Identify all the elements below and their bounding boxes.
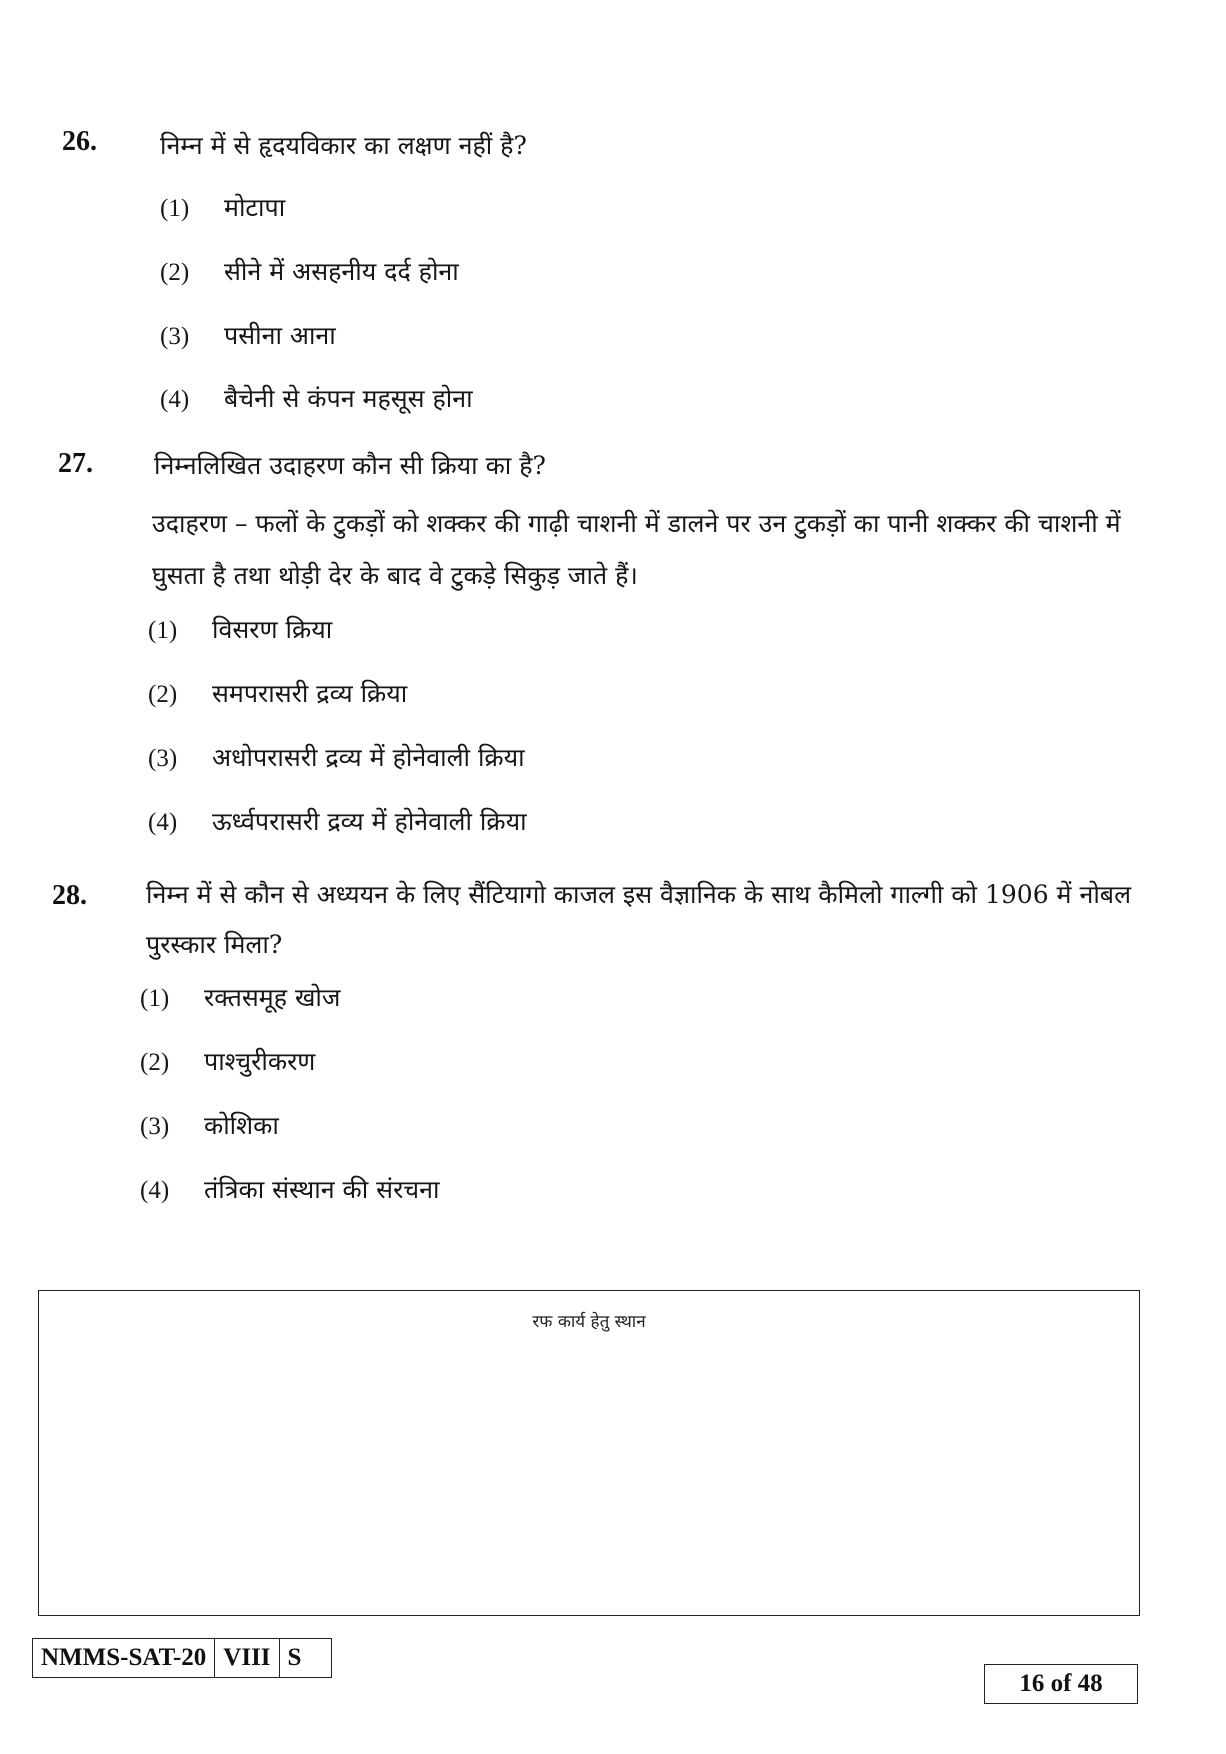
option-number: (3): [148, 745, 178, 772]
option-text: मोटापा: [224, 193, 286, 222]
option-number: (4): [148, 809, 178, 836]
option-number: (2): [160, 259, 190, 286]
paper-code: NMMS-SAT-20: [33, 1639, 215, 1677]
option-text: ऊर्ध्वपरासरी द्रव्य में होनेवाली क्रिया: [212, 807, 527, 836]
option-number: (3): [140, 1113, 170, 1140]
question-27-option-1: [148, 612, 332, 649]
option-text: रक्तसमूह खोज: [204, 983, 341, 1012]
option-text: पाश्चुरीकरण: [204, 1047, 316, 1076]
question-26-option-1: [160, 190, 285, 227]
option-text: अधोपरासरी द्रव्य में होनेवाली क्रिया: [212, 743, 525, 772]
question-27-option-4: [148, 804, 527, 841]
question-28-number: 28.: [52, 880, 87, 911]
page-number: 16 of 48: [984, 1664, 1138, 1704]
option-number: (2): [140, 1049, 170, 1076]
option-number: (4): [160, 386, 190, 413]
option-number: (1): [148, 617, 178, 644]
option-text: सीने में असहनीय दर्द होना: [224, 257, 459, 286]
option-text: समपरासरी द्रव्य क्रिया: [212, 679, 408, 708]
paper-code-box: [32, 1638, 332, 1678]
question-26-option-3: [160, 318, 336, 355]
option-text: बैचेनी से कंपन महसूस होना: [224, 384, 473, 413]
question-28-option-2: [140, 1044, 315, 1081]
option-number: (4): [140, 1177, 170, 1204]
rough-work-label: रफ कार्य हेतु स्थान: [532, 1312, 646, 1332]
question-26-option-4: [160, 381, 473, 418]
question-28-option-4: [140, 1172, 440, 1209]
question-27-example: उदाहरण – फलों के टुकड़ों को शक्कर की गाढ़ी चाशनी में डालने पर उन टुकड़ों का पानी शक्कर की चाशनी में घुसता है तथा थोड़ी देर के बाद वे टुकड़े सिकुड़ जाते हैं।: [152, 509, 1121, 590]
question-28-option-1: [140, 980, 340, 1017]
question-27-option-3: [148, 740, 525, 777]
question-27-number: 27.: [58, 448, 93, 479]
option-number: (1): [160, 195, 190, 222]
option-number: (3): [160, 323, 190, 350]
class-code: VIII: [215, 1639, 279, 1677]
rough-work-area: [38, 1290, 1140, 1616]
option-number: (1): [140, 985, 170, 1012]
option-text: तंत्रिका संस्थान की संरचना: [204, 1175, 440, 1204]
option-number: (2): [148, 681, 178, 708]
question-26-text: निम्न में से हृदयविकार का लक्षण नहीं है?: [160, 131, 527, 160]
question-27-option-2: [148, 676, 407, 713]
question-27-text: निम्नलिखित उदाहरण कौन सी क्रिया का है?: [154, 451, 546, 480]
option-text: पसीना आना: [224, 321, 336, 350]
question-26-number: 26.: [62, 126, 97, 157]
question-28-option-3: [140, 1108, 279, 1145]
question-28-text: निम्न में से कौन से अध्ययन के लिए सैंटियागो काजल इस वैज्ञानिक के साथ कैमिलो गाल्गी को 1906 में नोबल पुरस्कार मिला?: [146, 880, 1132, 959]
option-text: विसरण क्रिया: [212, 615, 333, 644]
option-text: कोशिका: [204, 1111, 279, 1140]
set-code: S: [287, 1644, 302, 1671]
question-26-option-2: [160, 254, 459, 291]
